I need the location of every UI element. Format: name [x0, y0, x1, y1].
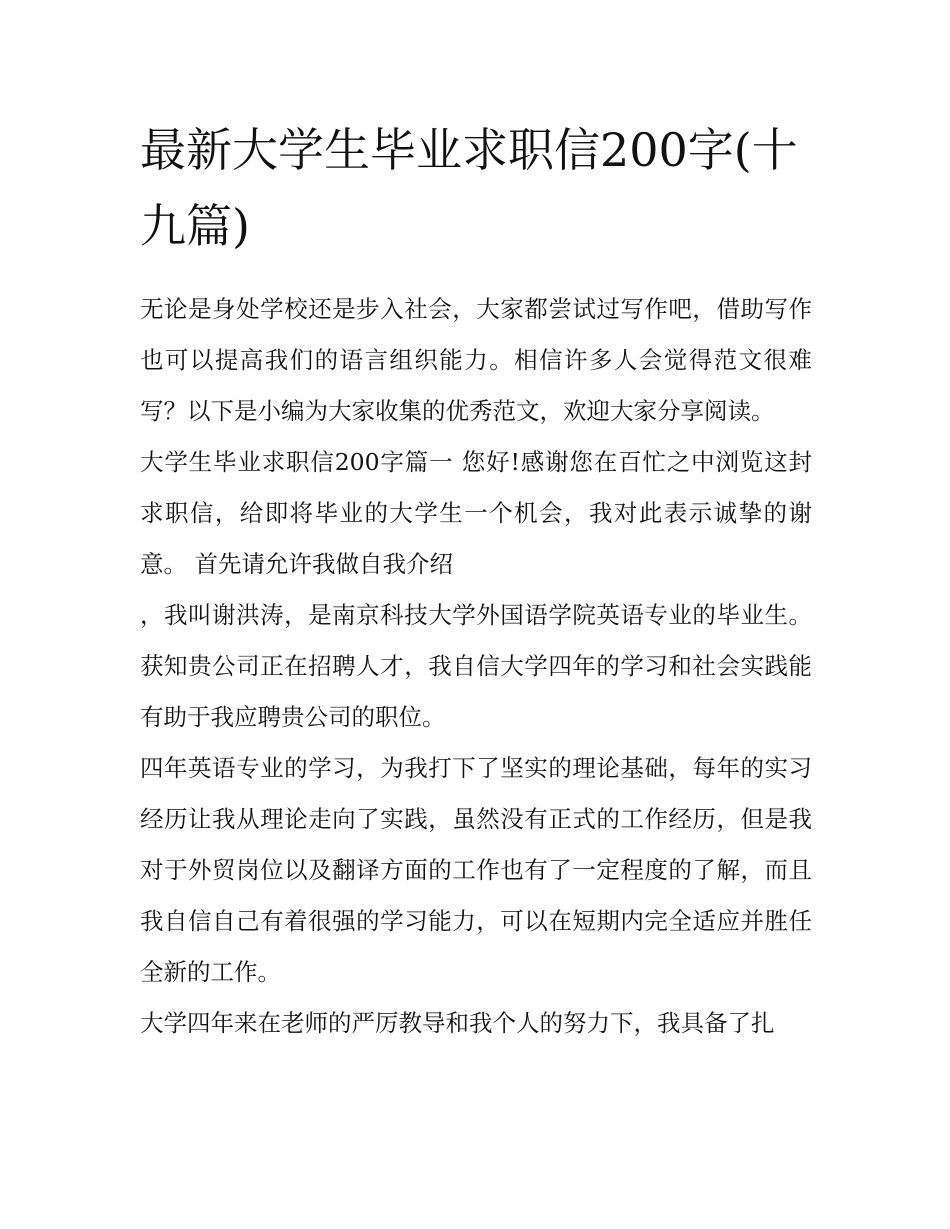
document-page — [140, 112, 812, 1049]
document-title: 最新大学生毕业求职信200字(十九篇) — [140, 123, 798, 253]
document-body — [140, 284, 812, 1049]
paragraph-study-experience: 四年英语专业的学习，为我打下了坚实的理论基础，每年的实习经历让我从理论走向了实践，虽然没有正式的工作经历，但是我对于外贸岗位以及翻译方面的工作也有了一定程度的了解，而且我自信自己有着很强的学习能力，可以在短期内完全适应并胜任全新的工作。 — [140, 754, 812, 986]
paragraph-intro: 无论是身处学校还是步入社会，大家都尝试过写作吧，借助写作也可以提高我们的语言组织能力。相信许多人会觉得范文很难写？以下是小编为大家收集的优秀范文，欢迎大家分享阅读。 — [140, 295, 812, 425]
paragraph-university-years: 大学四年来在老师的严厉教导和我个人的努力下，我具备了扎 — [140, 1009, 775, 1037]
paragraph-letter-opening: 大学生毕业求职信200字篇一 您好!感谢您在百忙之中浏览这封求职信，给即将毕业的大学生一个机会，我对此表示诚挚的谢意。 首先请允许我做自我介绍 — [140, 448, 812, 578]
paragraph-self-introduction: ，我叫谢洪涛，是南京科技大学外国语学院英语专业的毕业生。获知贵公司正在招聘人才，我自信大学四年的学习和社会实践能有助于我应聘贵公司的职位。 — [140, 601, 812, 731]
